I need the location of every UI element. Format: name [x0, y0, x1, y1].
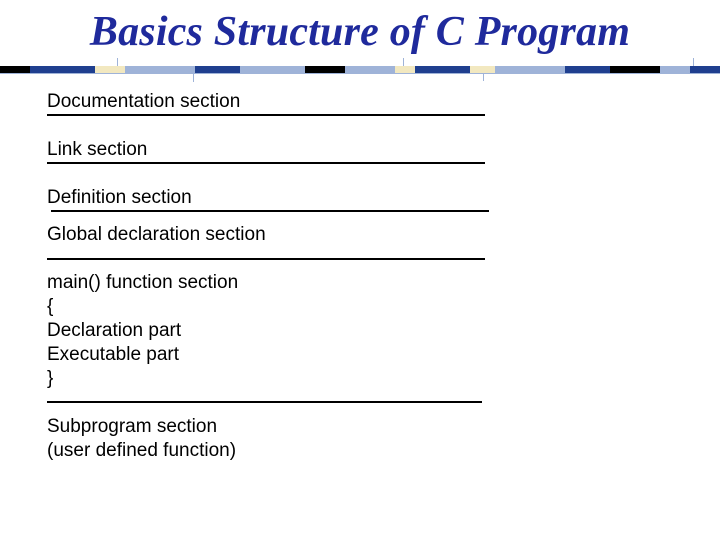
program-structure [47, 90, 507, 463]
deco-segment [495, 66, 565, 73]
section-divider [51, 210, 489, 212]
decorative-tick [117, 58, 118, 66]
decorative-tick [403, 58, 404, 66]
deco-segment [0, 66, 30, 73]
deco-segment [415, 66, 470, 73]
open-brace: { [47, 296, 54, 317]
deco-segment [470, 66, 495, 73]
decorative-tick [483, 73, 484, 81]
decorative-bar [0, 66, 720, 73]
subprogram-section: Subprogram section [47, 416, 218, 437]
deco-segment [30, 66, 95, 73]
deco-segment [565, 66, 610, 73]
subprogram-note: (user defined function) [47, 440, 237, 461]
deco-segment [610, 66, 660, 73]
deco-segment [195, 66, 240, 73]
deco-segment [660, 66, 690, 73]
section-divider [47, 114, 485, 116]
declaration-part: Declaration part [47, 320, 182, 341]
section-divider [47, 258, 485, 260]
section-divider [47, 401, 482, 403]
deco-segment [345, 66, 395, 73]
section-divider [47, 162, 485, 164]
documentation-section: Documentation section [47, 91, 241, 112]
executable-part: Executable part [47, 344, 180, 365]
deco-segment [240, 66, 305, 73]
close-brace: } [47, 368, 54, 389]
slide-title: Basics Structure of C Program [89, 9, 631, 55]
deco-segment [125, 66, 195, 73]
decorative-tick [693, 58, 694, 66]
definition-section: Definition section [47, 187, 192, 208]
global-declaration-section: Global declaration section [47, 224, 266, 245]
deco-segment [395, 66, 415, 73]
deco-segment [95, 66, 125, 73]
deco-segment [305, 66, 345, 73]
decorative-line [0, 73, 720, 74]
deco-segment [690, 66, 720, 73]
decorative-tick [193, 73, 194, 82]
main-function-section: main() function section [47, 272, 239, 293]
link-section: Link section [47, 139, 148, 160]
